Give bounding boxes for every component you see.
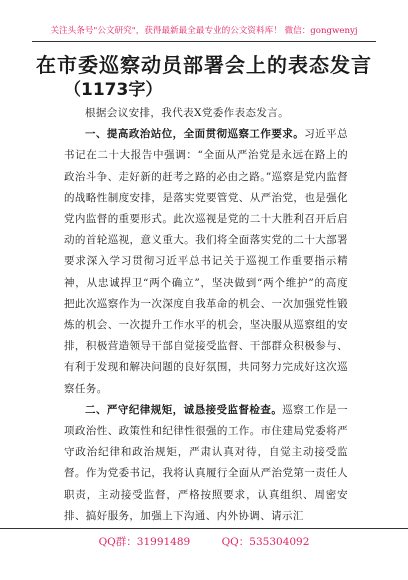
section-1-heading: 一、提高政治站位，全面贯彻巡察工作要求。 [85, 128, 305, 141]
intro-paragraph: 根据会议安排，我代表X党委作表态发言。 [85, 107, 290, 119]
section-1-text: 习近平总书记在二十大报告中强调：“全面从严治党是永远在路上的政治斗争、走好新的赶考之路的必由之路。”巡察是党内监督的战略性制度安排，是落实党要管党、从严治党，也是强化党内监督的重要形式。此次巡视是党的二十大胜利召开后启动的首轮巡视，意义重大。我们将全面落实党的二十大部署要求深入学习贯彻习近平总书记关于巡视工作重要指示精神，从忠诚捍卫“两个确立”，坚决做到“两个维护”的高度把此次巡察作为一次深度自我革命的机会、一次加强党性锻炼的机会、一次提升工作水平的机会，坚决服从巡察组的安排，积极营造领导干部自觉接受监督、干部群众积极参与、有利于发现和解决问题的良好氛围，共同努力完成好这次巡察任务。 [64, 128, 349, 395]
document-title: 在市委巡察动员部署会上的表态发言 [36, 53, 372, 77]
footer-qq: QQ：535304092 [221, 536, 310, 548]
section-2-paragraph [64, 400, 348, 527]
footer-contact [0, 528, 408, 553]
footer-qq-group: QQ群：31991489 [98, 536, 191, 548]
section-1-paragraph [64, 124, 348, 400]
section-2-text: 巡察工作是一项政治性、政策性和纪律性很强的工作。市住建局党委将严守政治纪律和政治规矩，严肃认真对待，自觉主动接受监督。作为党委书记，我将认真履行全面从严治党第一责任人职责，主动接受监督，严格按照要求，认真组织、周密安排、搞好服务，加强上下沟通、内外协调、请示汇 [64, 403, 348, 522]
section-2-heading: 二、严守纪律规矩，诚恳接受监督检查。 [85, 403, 283, 416]
header-banner: 关注头条号"公文研究"，获得最新最全最专业的公文资料库！ 微信：gongwenyj [32, 22, 376, 42]
word-count: （1173字） [64, 80, 163, 100]
document-body [64, 103, 348, 527]
